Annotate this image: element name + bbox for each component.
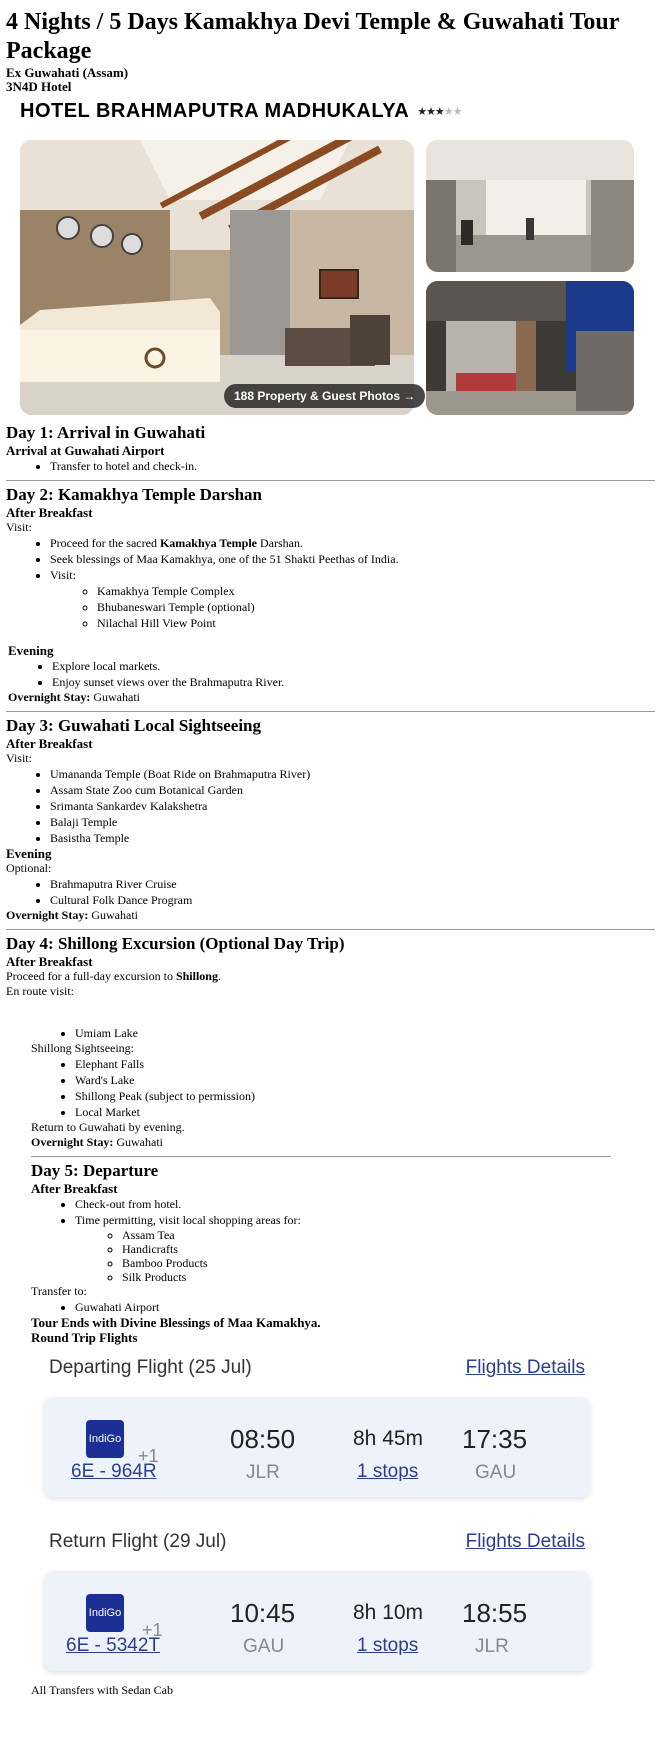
star-empty-icon: ★★: [443, 105, 462, 118]
divider: [6, 929, 655, 930]
hotel-nights-text: 3N4D Hotel: [6, 79, 72, 94]
list-item: • Visit: ◦ Kamakhya Temple Complex ◦ Bhubaneswari Temple (optional) ◦ Nilachal Hill View Point: [50, 567, 655, 631]
stops-link[interactable]: 1 stops: [357, 1635, 419, 1656]
list-item: • Brahmaputra River Cruise: [50, 876, 655, 892]
day5-section: [31, 1161, 655, 1345]
day5-title: Day 5: Departure: [31, 1161, 159, 1180]
list-item: • Seek blessings of Maa Kamakhya, one of the 51 Shakti Peethas of India.: [50, 551, 655, 567]
list-item: • Srimanta Sankardev Kalakshetra: [50, 798, 655, 814]
day1-title: Day 1: Arrival in Guwahati: [6, 423, 206, 442]
arrival-airport-code: JLR: [475, 1636, 509, 1657]
flight-duration: 8h 45m: [353, 1427, 424, 1450]
list-item: • Guwahati Airport: [75, 1299, 655, 1315]
star-icon: ★★★: [417, 105, 444, 118]
day3-overnight: Overnight Stay: Guwahati: [6, 908, 138, 922]
star-rating: [417, 105, 461, 118]
departure-time: 08:50: [230, 1424, 296, 1454]
day3-optional-label: Optional:: [6, 861, 52, 875]
day4-section: [6, 934, 655, 1345]
day1-sub: Arrival at Guwahati Airport: [6, 443, 165, 458]
arrow-right-icon: →: [403, 389, 416, 403]
hotel-gallery: [6, 130, 655, 416]
hotel-name: [20, 98, 655, 124]
list-item: ◦ Bhubaneswari Temple (optional): [97, 599, 655, 615]
list-item: • Assam State Zoo cum Botanical Garden: [50, 782, 655, 798]
departure-time: 10:45: [230, 1598, 296, 1628]
list-item: • Ward's Lake: [75, 1072, 655, 1088]
day3-evening-label: Evening: [6, 846, 52, 861]
divider: [6, 711, 655, 712]
list-item: • Umiam Lake: [75, 1025, 655, 1041]
list-item: • Explore local markets.: [52, 658, 655, 674]
footer-note: All Transfers with Sedan Cab: [31, 1683, 173, 1697]
list-item: • Local Market: [75, 1104, 655, 1120]
plus-airlines: +1: [138, 1446, 159, 1466]
day4-overnight: Overnight Stay: Guwahati: [31, 1135, 163, 1149]
hotel-corridor-photo[interactable]: [426, 140, 634, 272]
return-flight-section: [44, 1525, 590, 1671]
list-item: • Shillong Peak (subject to permission): [75, 1088, 655, 1104]
departure-airport-code: JLR: [246, 1462, 280, 1483]
day2-title: Day 2: Kamakhya Temple Darshan: [6, 485, 262, 504]
day3-title: Day 3: Guwahati Local Sightseeing: [6, 716, 262, 735]
list-item: • Elephant Falls: [75, 1056, 655, 1072]
return-flight-details-link[interactable]: Flights Details: [465, 1531, 585, 1552]
day4-return: Return to Guwahati by evening.: [31, 1120, 185, 1134]
list-item: • Cultural Folk Dance Program: [50, 892, 655, 908]
arrival-time: 17:35: [462, 1424, 528, 1454]
hotel-entrance-photo[interactable]: [426, 281, 634, 415]
day4-enroute-label: En route visit:: [6, 984, 74, 998]
day2-sub: After Breakfast: [6, 505, 93, 520]
list-item: • Enjoy sunset views over the Brahmaputra River.: [52, 674, 655, 690]
list-item: ◦ Kamakhya Temple Complex: [97, 583, 655, 599]
day4-sub: After Breakfast: [6, 954, 93, 969]
day5-transfer-label: Transfer to:: [31, 1284, 87, 1298]
arrival-airport-code: GAU: [475, 1462, 517, 1483]
list-item: ◦ Nilachal Hill View Point: [97, 615, 655, 631]
list-item: • Balaji Temple: [50, 814, 655, 830]
list-item: • Check-out from hotel.: [75, 1196, 655, 1212]
departing-flight-card: [44, 1397, 590, 1497]
plus-airlines: +1: [142, 1620, 163, 1640]
day4-title: Day 4: Shillong Excursion (Optional Day Trip): [6, 934, 345, 953]
day2-section: [6, 485, 655, 705]
indigo-logo: IndiGo: [86, 1594, 124, 1632]
day5-end: Tour Ends with Divine Blessings of Maa Kamakhya.: [31, 1315, 321, 1330]
list-item: • Time permitting, visit local shopping areas for: ◦ Assam Tea ◦ Handicrafts ◦ Bamboo Products ◦ Silk Products: [75, 1212, 655, 1284]
departing-flight-details-link[interactable]: Flights Details: [465, 1357, 585, 1378]
arrival-time: 18:55: [462, 1598, 528, 1628]
departing-flight-heading: Departing Flight (25 Jul): [49, 1357, 252, 1378]
flight-duration: 8h 10m: [353, 1601, 424, 1624]
hotel-name-text: HOTEL BRAHMAPUTRA MADHUKALYA: [20, 99, 410, 122]
day3-visit-label: Visit:: [6, 751, 32, 765]
divider: [6, 480, 655, 481]
list-item: • Proceed for the sacred Kamakhya Temple Darshan.: [50, 535, 655, 551]
day3-section: [6, 716, 655, 923]
day4-line1: Proceed for a full-day excursion to Shillong.: [6, 969, 221, 983]
departure-airport-code: GAU: [243, 1636, 285, 1657]
stops-link[interactable]: 1 stops: [357, 1461, 419, 1482]
day5-sub: After Breakfast: [31, 1181, 118, 1196]
divider: [31, 1156, 611, 1157]
list-item: • Basistha Temple: [50, 830, 655, 846]
list-item: ◦ Bamboo Products: [122, 1256, 655, 1270]
list-item: ◦ Handicrafts: [122, 1242, 655, 1256]
photos-label: 188 Property & Guest Photos: [234, 389, 401, 403]
page-title: 4 Nights / 5 Days Kamakhya Devi Temple & Guwahati Tour Package: [6, 9, 619, 64]
return-flight-card: [44, 1571, 590, 1671]
flight-number-link[interactable]: 6E - 964R: [71, 1461, 157, 1482]
indigo-logo: IndiGo: [86, 1420, 124, 1458]
property-photos-button[interactable]: [224, 384, 425, 408]
list-item: • Transfer to hotel and check-in.: [50, 458, 655, 474]
flight-number-link[interactable]: 6E - 5342T: [66, 1635, 160, 1656]
return-flight-heading: Return Flight (29 Jul): [49, 1531, 227, 1552]
day2-visit-label: Visit:: [6, 520, 32, 534]
day2-evening-label: Evening: [8, 643, 54, 658]
day1-section: [6, 423, 655, 474]
list-item: ◦ Assam Tea: [122, 1228, 655, 1242]
round-trip-label: Round Trip Flights: [31, 1330, 138, 1345]
list-item: • Umananda Temple (Boat Ride on Brahmaputra River): [50, 766, 655, 782]
hotel-lobby-photo[interactable]: [20, 140, 414, 415]
day4-sightseeing-label: Shillong Sightseeing:: [31, 1041, 135, 1055]
day2-overnight: Overnight Stay: Guwahati: [8, 690, 140, 704]
departing-flight-section: [44, 1351, 590, 1497]
list-item: ◦ Silk Products: [122, 1270, 655, 1284]
origin-text: Ex Guwahati (Assam): [6, 65, 129, 80]
day3-sub: After Breakfast: [6, 736, 93, 751]
